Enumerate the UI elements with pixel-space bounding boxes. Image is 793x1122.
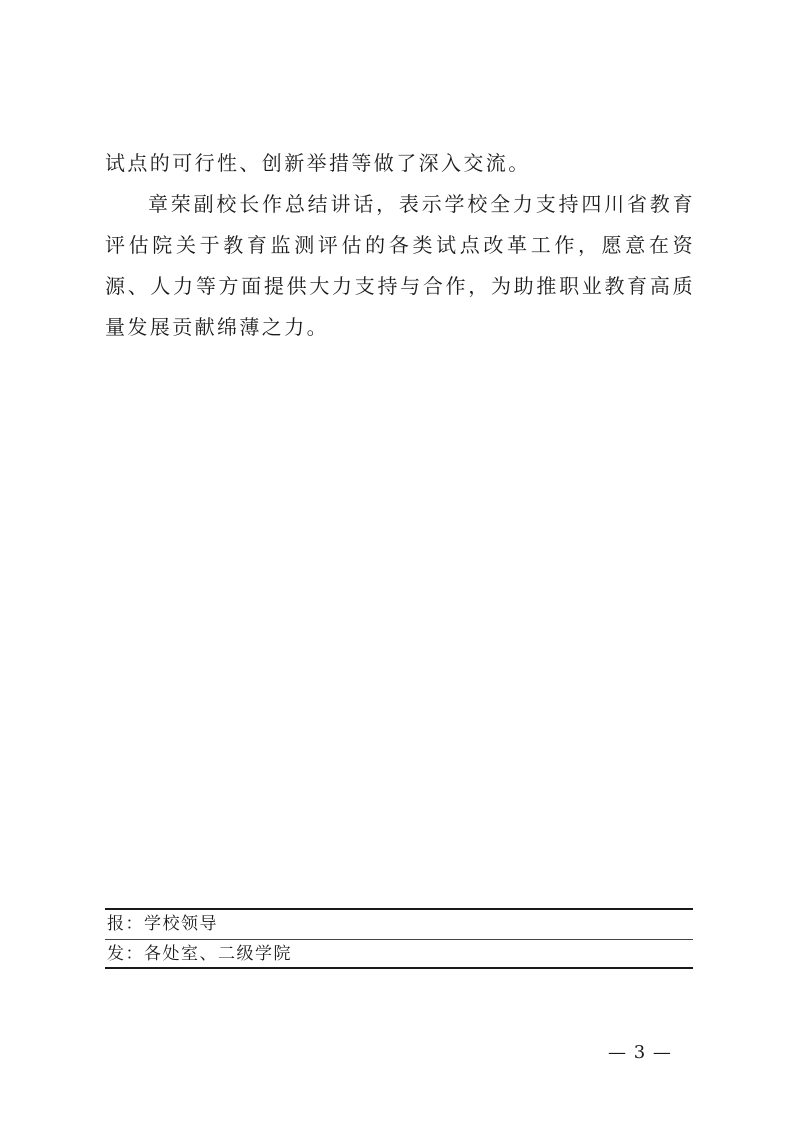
distribution-middle-rule: [105, 939, 693, 940]
distribution-block: [105, 908, 693, 969]
send-to-line: 发：各处室、二级学院: [107, 944, 292, 964]
paragraph-continuation: 试点的可行性、创新举措等做了深入交流。: [105, 151, 531, 175]
document-body: [105, 143, 695, 348]
paragraph-summary-speech: 章荣副校长作总结讲话，表示学校全力支持四川省教育评估院关于教育监测评估的各类试点改革工作，愿意在资源、人力等方面提供大力支持与合作，为助推职业教育高质量发展贡献绵薄之力。: [105, 192, 695, 339]
distribution-bottom-rule: [105, 967, 693, 969]
report-to-line: 报：学校领导: [107, 914, 218, 934]
distribution-top-rule: [105, 908, 693, 910]
page-number: — 3 —: [608, 1042, 672, 1063]
